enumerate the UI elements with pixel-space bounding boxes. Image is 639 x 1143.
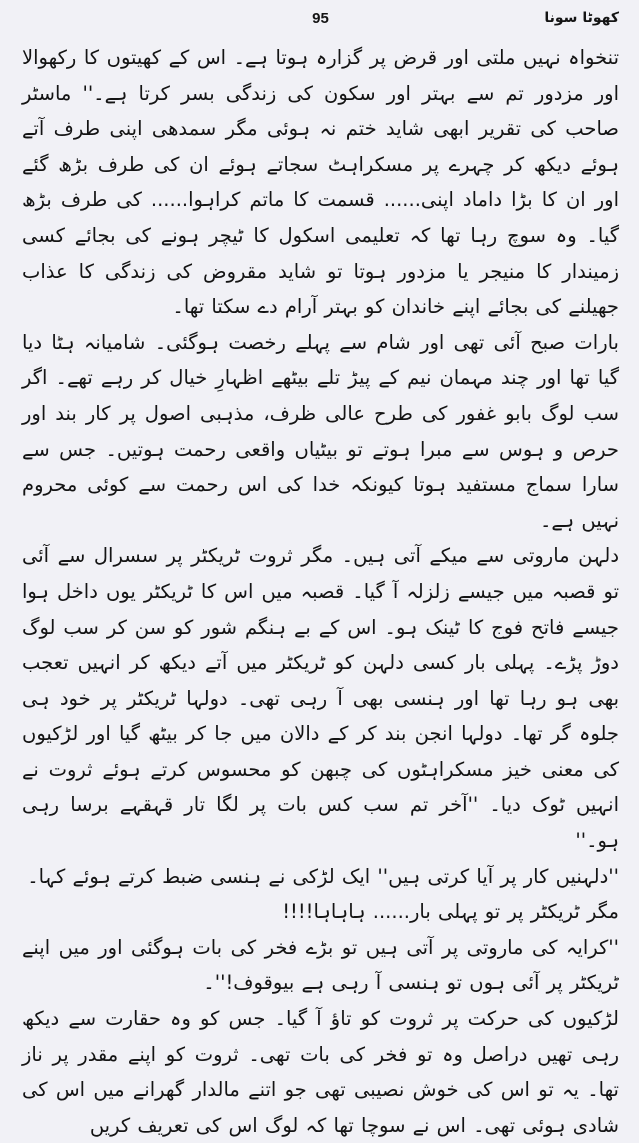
paragraph: دلہن ماروتی سے میکے آتی ہیں۔ مگر ثروت ٹریکٹر پر سسرال سے آئی تو قصبہ میں جیسے زلزلہ آ گیا۔ قصبہ میں اس کا ٹریکٹر یوں داخل ہوا جیسے فاتح فوج کا ٹینک ہو۔ اس کے بے ہنگم شور کو سن کر سب لوگ دوڑ پڑے۔ پہلی بار کسی دلہن کو ٹریکٹر میں آتے دیکھ کر انہیں تعجب بھی ہو رہا تھا اور ہنسی بھی آ رہی تھی۔ دولہا ٹریکٹر پر خود ہی جلوہ گر تھا۔ دولہا انجن بند کر کے دالان میں جا کر بیٹھ گیا اور لڑکیوں کی معنی خیز مسکراہٹوں کی چبھن کو محسوس کرتے ہوئے ثروت نے انہیں ٹوک دیا۔ ''آخر تم سب کس بات پر لگا تار قہقہے برسا رہی ہو۔'' — [22, 544, 619, 853]
running-title: کھوٹا سونا — [544, 10, 619, 26]
paragraph: تنخواہ نہیں ملتی اور قرض پر گزارہ ہوتا ہے۔ اس کے کھیتوں کا رکھوالا اور مزدور تم سے بہتر اور سکون کی زندگی بسر کرتا ہے۔'' ماسٹر صاحب کی تقریر ابھی شاید ختم نہ ہوئی مگر سمدھی اپنی طرف آتے ہوئے دیکھ کر چہرے پر مسکراہٹ سجاتے ہوئے ان کی طرف بڑھ گئے اور ان کا بڑا داماد اپنی...... قسمت کا ماتم کراہوا...... کی طرف بڑھ گیا۔ وہ سوچ رہا تھا کہ تعلیمی اسکول کا ٹیچر ہونے کی بجائے کسی زمیندار کا منیجر یا مزدور ہوتا تو شاید مقروض کی زندگی کا عذاب جھیلنے کی بجائے اپنے خاندان کو بہتر آرام دے سکتا تھا۔ — [22, 46, 619, 319]
paragraph: ''دلہنیں کار پر آیا کرتی ہیں'' ایک لڑکی نے ہنسی ضبط کرتے ہوئے کہا۔ — [27, 864, 619, 888]
paragraph: ''کرایہ کی ماروتی پر آتی ہیں تو بڑے فخر کی بات ہوگئی اور میں اپنے ٹریکٹر پر آئی ہوں تو ہنسی آ رہی ہے بیوقوف!''۔ — [22, 935, 619, 995]
body-text — [22, 40, 619, 1143]
page-header — [22, 6, 619, 34]
paragraph: لڑکیوں کی حرکت پر ثروت کو تاؤ آ گیا۔ جس کو وہ حقارت سے دیکھ رہی تھیں دراصل وہ تو فخر کی بات تھی۔ ثروت کو اپنے مقدر پر ناز تھا۔ یہ تو اس کی خوش نصیبی تھی جو اتنے مالدار گھرانے میں اس کی شادی ہوئی تھی۔ اس نے سوچا تھا کہ لوگ اس کی تعریف کریں — [22, 1007, 619, 1137]
paragraph: بارات صبح آئی تھی اور شام سے پہلے رخصت ہوگئی۔ شامیانہ ہٹا دیا گیا تھا اور چند مہمان نیم کے پیڑ تلے بیٹھے اظہارِ خیال کر رہے تھے۔ اگر سب لوگ بابو غفور کی طرح عالی ظرف، مذہبی اصول پر کار بند اور حرص و ہوس سے مبرا ہوتے تو بیٹیاں واقعی رحمت ہوتیں۔ جس سے سارا سماج مستفید ہوتا کیونکہ خدا کی اس رحمت سے کوئی محروم نہیں ہے۔ — [22, 330, 619, 532]
page-number: 95 — [312, 10, 329, 27]
paragraph: مگر ٹریکٹر پر تو پہلی بار...... ہاہاہا!!!! — [282, 900, 619, 924]
